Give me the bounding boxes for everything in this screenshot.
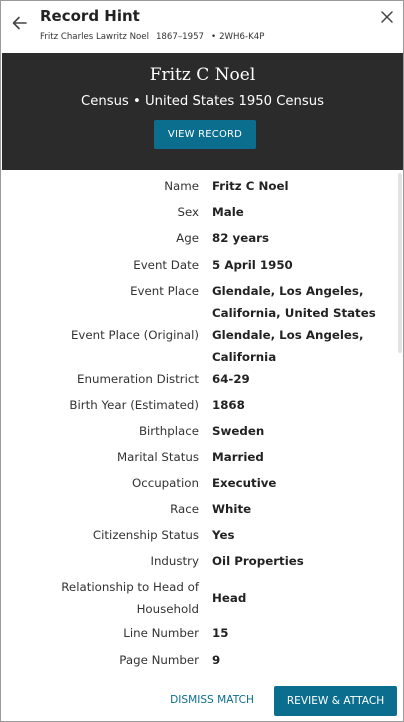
detail-value: Head bbox=[212, 591, 247, 605]
detail-value: 9 bbox=[212, 653, 221, 667]
dismiss-match-button[interactable]: DISMISS MATCH bbox=[162, 686, 262, 714]
detail-label: Race bbox=[170, 502, 199, 516]
detail-label: Occupation bbox=[131, 476, 199, 490]
detail-value: Glendale, Los Angeles, California, United States bbox=[212, 284, 376, 320]
view-record-button[interactable]: VIEW RECORD bbox=[154, 120, 256, 149]
detail-value: 15 bbox=[212, 626, 229, 640]
detail-label: Industry bbox=[150, 554, 199, 568]
detail-value: Yes bbox=[212, 528, 235, 542]
panel-header bbox=[1, 1, 403, 53]
person-lifespan: 1867–1957 bbox=[155, 32, 205, 42]
detail-value: Oil Properties bbox=[212, 554, 304, 568]
person-full-name: Fritz Charles Lawritz Noel bbox=[40, 32, 149, 42]
detail-label: Sex bbox=[177, 205, 199, 219]
detail-value: Executive bbox=[212, 476, 277, 490]
detail-value: 82 years bbox=[212, 231, 270, 245]
detail-label: Marital Status bbox=[116, 450, 199, 464]
detail-label: Birth Year (Estimated) bbox=[69, 398, 199, 412]
detail-value: 64-29 bbox=[212, 372, 250, 386]
record-collection: Census • United States 1950 Census bbox=[81, 94, 324, 109]
scrollbar[interactable] bbox=[398, 173, 402, 353]
record-details bbox=[2, 175, 402, 677]
detail-label: Age bbox=[176, 231, 199, 245]
detail-label: Line Number bbox=[123, 626, 199, 640]
detail-label: Birthplace bbox=[138, 424, 199, 438]
detail-label: Event Date bbox=[133, 258, 199, 272]
detail-label: Event Place bbox=[130, 284, 199, 298]
detail-label: Page Number bbox=[119, 653, 199, 667]
detail-value: Male bbox=[212, 205, 244, 219]
detail-value: 1868 bbox=[212, 398, 245, 412]
detail-label: Event Place (Original) bbox=[70, 328, 199, 342]
detail-label: Enumeration District bbox=[77, 372, 199, 386]
person-id: 2WH6-K4P bbox=[219, 32, 265, 42]
detail-value: White bbox=[212, 502, 252, 516]
record-person-name: Fritz C Noel bbox=[149, 65, 256, 85]
review-attach-button[interactable]: REVIEW & ATTACH bbox=[274, 686, 397, 716]
summary-separator: • bbox=[211, 32, 217, 42]
detail-value: Sweden bbox=[212, 424, 265, 438]
person-summary bbox=[40, 32, 271, 42]
close-icon[interactable] bbox=[379, 9, 395, 25]
detail-value: Fritz C Noel bbox=[212, 179, 289, 193]
detail-value: Married bbox=[212, 450, 264, 464]
detail-label: Relationship to Head of Household bbox=[61, 580, 199, 616]
detail-value: 5 April 1950 bbox=[212, 258, 293, 272]
panel-footer bbox=[2, 677, 403, 722]
back-arrow-icon[interactable] bbox=[10, 13, 30, 33]
detail-label: Name bbox=[164, 179, 199, 193]
panel-title: Record Hint bbox=[40, 7, 140, 25]
record-banner bbox=[2, 53, 403, 170]
detail-label: Citizenship Status bbox=[92, 528, 199, 542]
detail-value: Glendale, Los Angeles, California bbox=[212, 328, 364, 364]
